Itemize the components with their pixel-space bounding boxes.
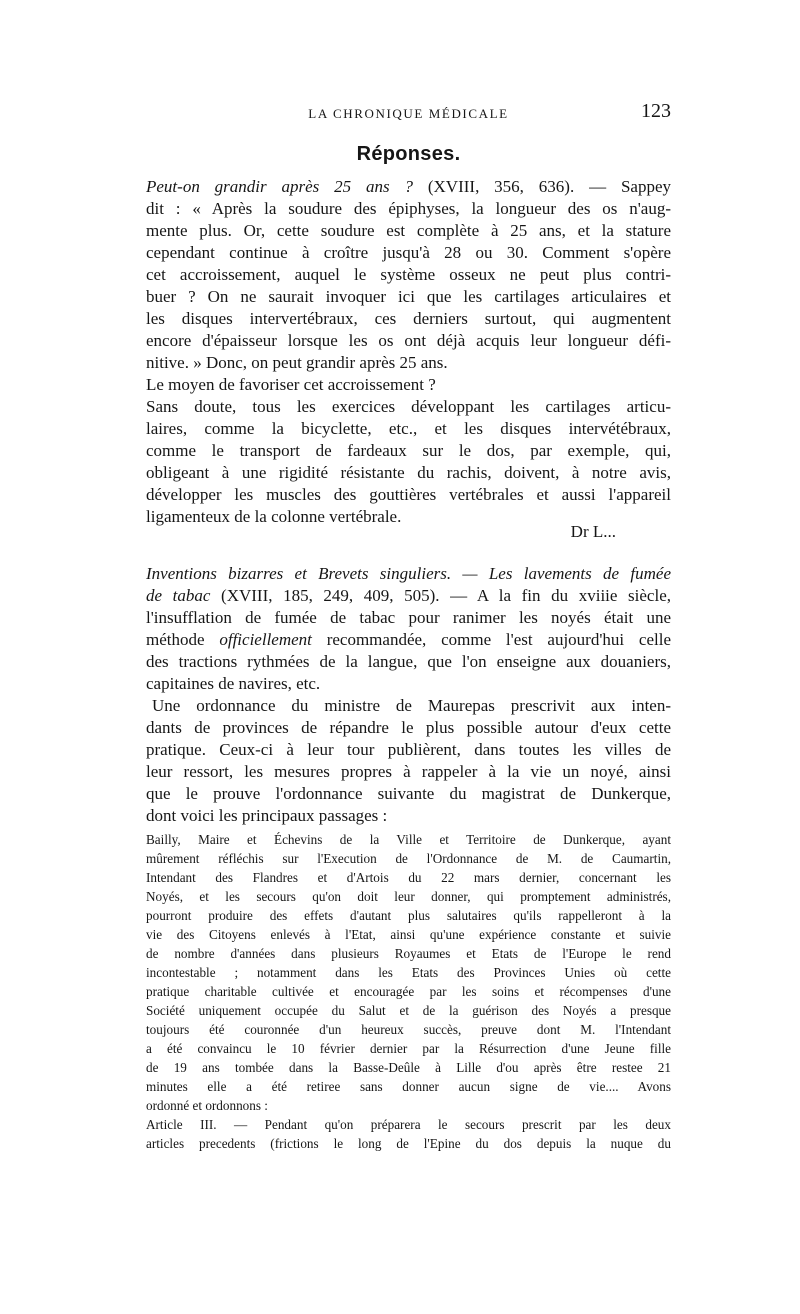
article-line: leur ressort, les mesures propres à rappeler à la vie un noyé, ainsi xyxy=(146,762,671,781)
quote-line: Bailly, Maire et Échevins de la Ville et Territoire de Dunkerque, ayant xyxy=(146,832,671,847)
article-line xyxy=(146,585,671,607)
article-line: capitaines de navires, etc. xyxy=(146,674,321,693)
quote-line: Noyés, et les secours qu'on doit leur donner, qui promptement administrés, xyxy=(146,889,671,904)
section-title: Réponses. xyxy=(356,143,461,165)
article-line: des tractions rythmées de la langue, que l'on enseigne aux douaniers, xyxy=(146,652,671,671)
article-line: Une ordonnance du ministre de Maurepas prescrivit aux inten- xyxy=(152,696,671,715)
article-line: dont voici les principaux passages : xyxy=(146,806,388,825)
quote-line: incontestable ; notamment dans les Etats des Provinces Unies où cette xyxy=(146,965,671,980)
text-run: méthode xyxy=(146,630,205,649)
article-body xyxy=(146,651,671,827)
article-line: développer les muscles des gouttières vertébrales et aussi l'appareil xyxy=(146,485,671,504)
article-line: mente plus. Or, cette soudure est complète à 25 ans, et la stature xyxy=(146,221,671,240)
text-run: recommandée, comme l'est aujourd'hui celle xyxy=(326,630,672,649)
quote-line: de 19 ans tombée dans la Basse-Deûle à Lille d'ou après être restee 21 xyxy=(146,1060,671,1075)
article-line: l'insufflation de fumée de tabac pour ranimer les noyés était une xyxy=(146,608,671,627)
article-line: Sans doute, tous les exercices développant les cartilages articu- xyxy=(146,397,671,416)
quote-line: articles precedents (frictions le long de l'Epine du dos depuis la nuque du xyxy=(146,1136,671,1151)
article-line: Peut-on grandir après 25 ans ? (XVIII, 356, 636). — Sappey xyxy=(146,177,671,196)
article-line: encore d'épaisseur lorsque les os ont déjà acquis leur longueur défi- xyxy=(146,331,671,350)
article-line: buer ? On ne saurait invoquer ici que les cartilages articulaires et xyxy=(146,287,671,306)
article-title-line xyxy=(146,563,671,585)
quote-line: pourront produire des effets d'autant plus salutaires qu'ils rappelleront à la xyxy=(146,908,671,923)
article-line: que le prouve l'ordonnance suivante du magistrat de Dunkerque, xyxy=(146,784,671,803)
article-inventions xyxy=(146,563,671,827)
question-heading: Peut-on grandir après 25 ans ? xyxy=(146,177,413,196)
quote-line: a été convaincu le 10 février dernier par la Résurrection d'une Jeune fille xyxy=(146,1041,671,1056)
article-line: Le moyen de favoriser cet accroissement ? xyxy=(146,375,436,394)
article-line: comme le transport de fardeaux sur le dos, par exemple, qui, xyxy=(146,441,671,460)
article-line: cet accroissement, auquel le système osseux ne peut plus contri- xyxy=(146,265,671,284)
quote-line: pratique charitable cultivée et encouragée par les soins et récompenses d'une xyxy=(146,984,671,999)
article-line: ligamenteux de la colonne vertébrale. xyxy=(146,507,402,526)
article-line: cependant continue à croître jusqu'à 28 ou 30. Comment s'opère xyxy=(146,243,671,262)
article-title-continued: de tabac xyxy=(146,586,211,605)
article-line: pratique. Ceux-ci à leur tour publièrent, dans toutes les villes de xyxy=(146,740,671,759)
quote-line: Société uniquement occupée du Salut et de la guérison des Noyés a presque xyxy=(146,1003,671,1018)
article-line: obligeant à une rigidité résistante du rachis, doivent, à notre avis, xyxy=(146,463,671,482)
article-line xyxy=(146,629,671,651)
quote-line: minutes elle a été retiree sans donner aucun signe de vie.... Avons xyxy=(146,1079,671,1094)
quote-line: Intendant des Flandres et d'Artois du 22 mars dernier, concernant les xyxy=(146,870,671,885)
article-line: laires, comme la bicyclette, etc., et les disques intervétébraux, xyxy=(146,419,671,438)
quote-line: de nombre d'années dans plusieurs Royaumes et Etats de l'Europe le rend xyxy=(146,946,671,961)
article-line: les disques intervertébraux, ces derniers surtout, qui augmentent xyxy=(146,309,671,328)
quote-line: Article III. — Pendant qu'on préparera le secours prescrit par les deux xyxy=(146,1117,671,1132)
article-line: nitive. » Donc, on peut grandir après 25 ans. xyxy=(146,353,448,372)
quote-line: mûrement réfléchis sur l'Execution de l'Ordonnance de M. de Caumartin, xyxy=(146,851,671,866)
ordinance-quote xyxy=(146,830,671,1153)
quote-line: vie des Citoyens enlevés à l'Etat, ainsi qu'une expérience constante et suivie xyxy=(146,927,671,942)
page-number: 123 xyxy=(641,100,671,122)
quote-line: toujours été couronnée d'un heureux succès, preuve dont M. l'Intendant xyxy=(146,1022,671,1037)
article-line: dit : « Après la soudure des épiphyses, la longueur des os n'aug- xyxy=(146,199,671,218)
page-header xyxy=(146,100,671,132)
signature: Dr L... xyxy=(570,522,616,541)
article-title: Inventions bizarres et Brevets singuliers. — Les lavements de fumée xyxy=(146,564,671,583)
running-title: LA CHRONIQUE MÉDICALE xyxy=(308,106,509,121)
article-reference: (XVIII, 185, 249, 409, 505). — A la fin du xviiie siècle, xyxy=(221,586,671,605)
emphasis-officiellement: officiellement xyxy=(219,630,312,649)
article-growth xyxy=(146,176,671,528)
quote-line: ordonné et ordonnons : xyxy=(146,1098,268,1113)
article-line: dants de provinces de répandre le plus possible autour d'eux cette xyxy=(146,718,671,737)
